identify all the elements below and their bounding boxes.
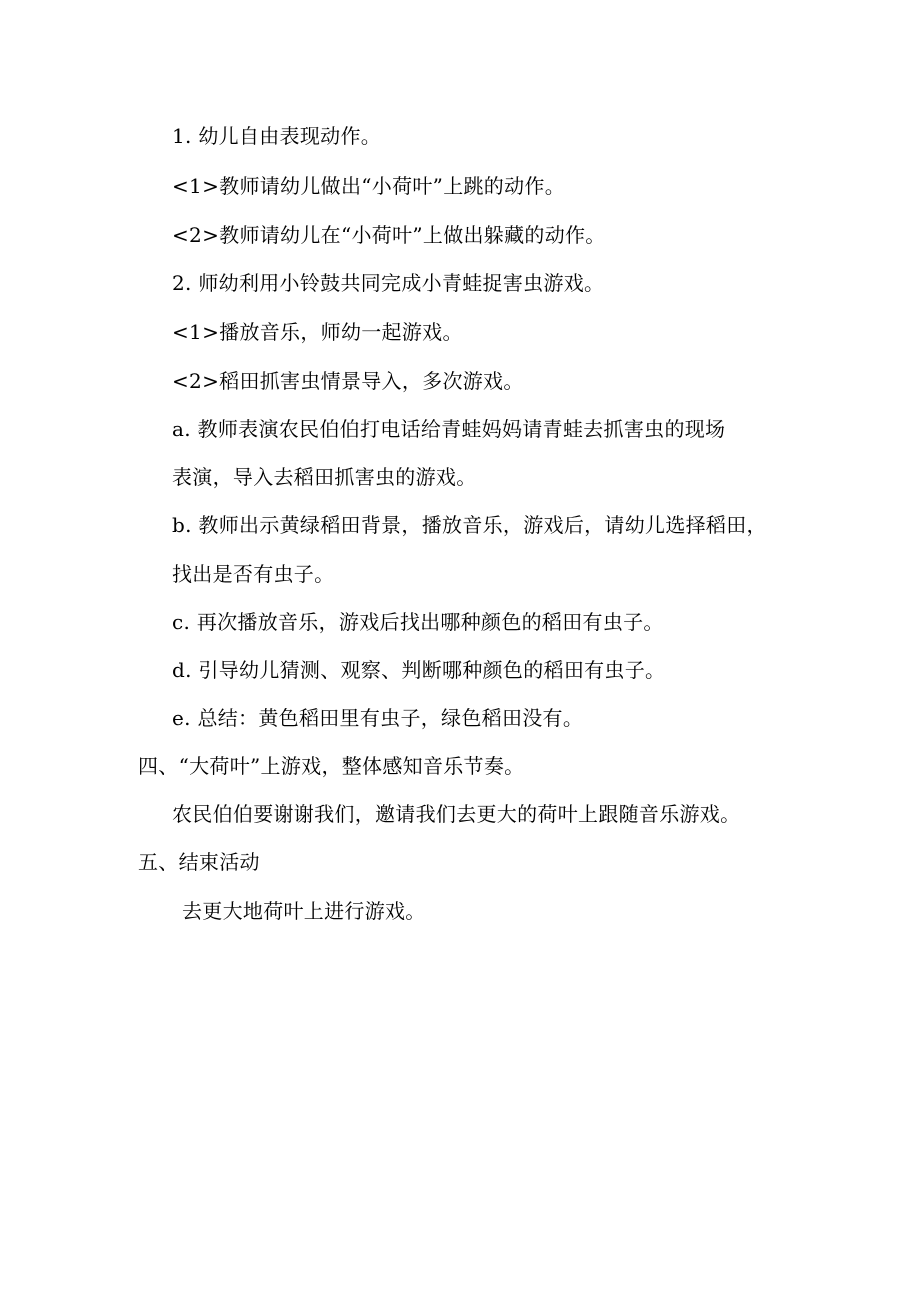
sub-item-a: a. 教师表演农民伯伯打电话给青蛙妈妈请青蛙去抓害虫的现场 [172, 417, 726, 441]
step-1-item-1: <1>教师请幼儿做出“小荷叶”上跳的动作。 [172, 174, 565, 198]
step-1-heading: 1. 幼儿自由表现动作。 [172, 124, 382, 148]
sub-item-a-continued: 表演，导入去稻田抓害虫的游戏。 [172, 465, 477, 489]
step-2-heading: 2. 师幼利用小铃鼓共同完成小青蛙捉害虫游戏。 [172, 271, 605, 295]
sub-item-d: d. 引导幼儿猜测、观察、判断哪种颜色的稻田有虫子。 [172, 658, 666, 682]
sub-item-c: c. 再次播放音乐，游戏后找出哪种颜色的稻田有虫子。 [172, 610, 664, 634]
sub-item-e: e. 总结：黄色稻田里有虫子，绿色稻田没有。 [172, 706, 584, 730]
sub-item-b-continued: 找出是否有虫子。 [172, 562, 335, 586]
step-2-item-1: <1>播放音乐，师幼一起游戏。 [172, 320, 463, 344]
section-4-body: 农民伯伯要谢谢我们，邀请我们去更大的荷叶上跟随音乐游戏。 [172, 802, 741, 826]
section-5-body: 去更大地荷叶上进行游戏。 [182, 899, 426, 923]
step-2-item-2: <2>稻田抓害虫情景导入，多次游戏。 [172, 369, 524, 393]
section-4-heading: 四、“大荷叶”上游戏，整体感知音乐节奏。 [138, 754, 525, 778]
section-5-heading: 五、结束活动 [138, 850, 260, 874]
sub-item-b: b. 教师出示黄绿稻田背景，播放音乐，游戏后，请幼儿选择稻田， [172, 513, 767, 537]
step-1-item-2: <2>教师请幼儿在“小荷叶”上做出躲藏的动作。 [172, 223, 606, 247]
